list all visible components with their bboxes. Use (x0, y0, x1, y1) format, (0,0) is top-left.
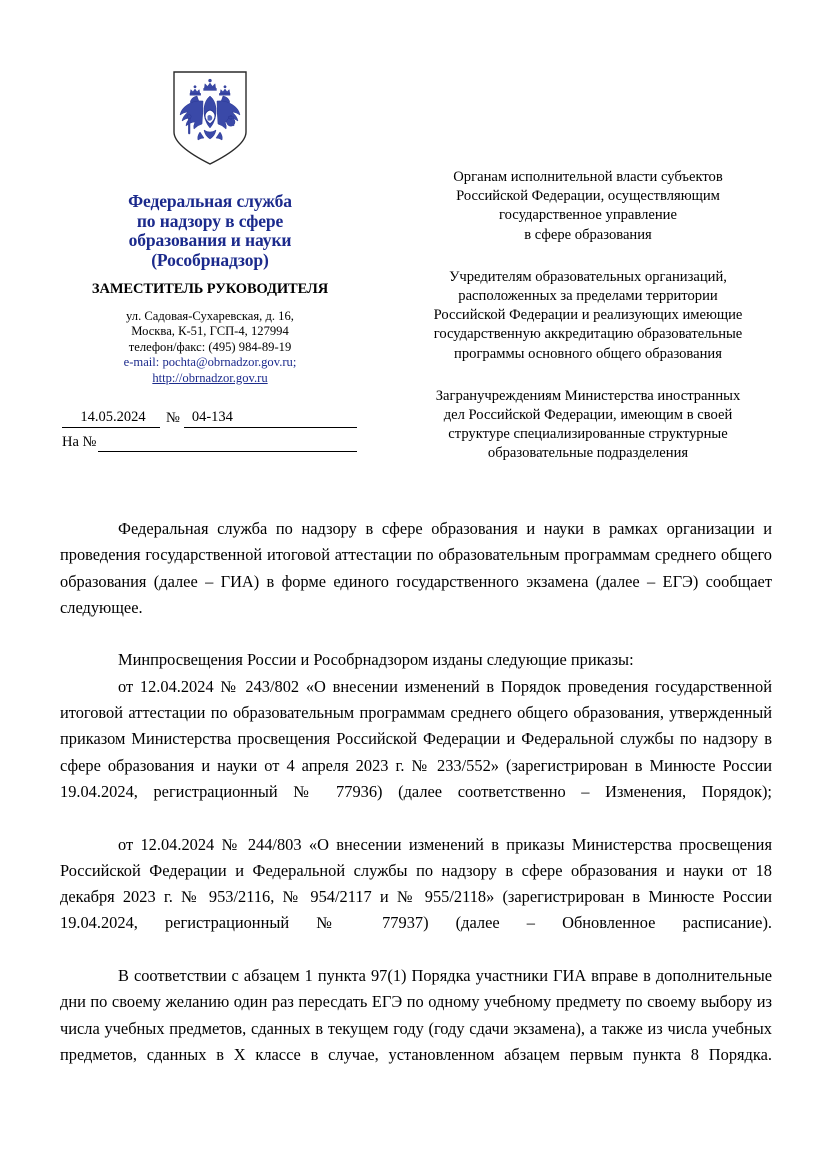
reference-line-outgoing (62, 408, 357, 428)
body-paragraph: Минпросвещения России и Рособрнадзором изданы следующие приказы: (118, 650, 634, 670)
addressee-line: Российской Федерации, осуществляющим (456, 188, 720, 205)
document-number: 04-134 (184, 408, 357, 428)
addressee-line: структуре специализированные структурные (448, 426, 728, 443)
address-line-2: Москва, К-51, ГСП-4, 127994 (131, 324, 289, 339)
addressee-block-foreign-schools-founders (392, 268, 784, 364)
addressee-line: расположенных за пределами территории (458, 288, 718, 305)
document-date: 14.05.2024 (62, 408, 160, 428)
addressee-line: Загранучреждениям Министерства иностранных (435, 387, 741, 404)
emblem-container (60, 70, 360, 170)
organization-title-line: образования и науки (128, 230, 292, 250)
body-paragraph: Федеральная служба по надзору в сфере образования и науки в рамках организации и проведения государственной итоговой аттестации по образовательным программам среднего общего образования (далее – ГИА) в форме единого государственного экзамена (далее – ЕГЭ) сообщает следующее. (60, 519, 772, 617)
addressee-line: дел Российской Федерации, имеющим в своей (443, 407, 733, 424)
organization-title-line: (Рособрнадзор) (151, 249, 269, 270)
addressee-line: образовательные подразделения (487, 445, 689, 462)
contacts-block (60, 309, 360, 386)
addressee-line: государственное управление (499, 207, 677, 224)
organization-title-line: по надзору в сфере (136, 210, 284, 231)
email-address: e-mail: pochta@obrnadzor.gov.ru; (123, 355, 297, 370)
letterhead-block (60, 70, 360, 386)
addressee-line: программы основного общего образования (454, 345, 722, 362)
phone-fax: телефон/факс: (495) 984-89-19 (128, 339, 292, 354)
address-line-1: ул. Садовая-Сухаревская, д. 16, (126, 309, 294, 323)
addressee-line: Органам исполнительной власти субъектов (453, 169, 723, 185)
document-body (60, 516, 772, 1095)
russian-coat-of-arms-icon (170, 70, 250, 166)
body-paragraph: от 12.04.2024 № 244/803 «О внесении изменений в приказы Министерства просвещения Российской Федерации и Федеральной службы по надзору в сфере образования и науки от 18 декабря 2023 г. № 953/2116, № 954/2117 и № 955/2118» (зарегистрирован в Минюсте России 19.04.2024, регистрационный № 77937) (далее – Обновленное расписание). (60, 834, 772, 933)
addressee-line: государственную аккредитацию образовательные (433, 326, 743, 343)
number-symbol: № (166, 410, 180, 426)
addressee-column (392, 168, 784, 464)
organization-title (60, 192, 360, 270)
reply-to-blank-rule (98, 436, 357, 452)
addressee-line: Учредителям образовательных организаций, (449, 268, 727, 285)
reference-line-reply (62, 433, 357, 452)
reply-to-label: На № (62, 434, 97, 450)
reference-block (62, 408, 357, 452)
organization-title-line: Федеральная служба (128, 191, 292, 211)
addressee-line: Российской Федерации и реализующих имеющие (433, 307, 743, 324)
body-paragraph: В соответствии с абзацем 1 пункта 97(1) Порядка участники ГИА вправе в дополнительные дни по своему желанию один раз пересдать ЕГЭ по одному учебному предмету по своему выбору из числа учебных предметов, сданных в текущем году (году сдачи экзамена), а также из числа учебных предметов, сданных в X классе в случае, установленном абзацем первым пункта 8 Порядка. (60, 966, 772, 1064)
post-title: ЗАМЕСТИТЕЛЬ РУКОВОДИТЕЛЯ (91, 281, 329, 297)
body-paragraph: от 12.04.2024 № 243/802 «О внесении изменений в Порядок проведения государственной итоговой аттестации по образовательным программам среднего общего образования, утвержденный приказом Министерства просвещения Российской Федерации и Федеральной службы по надзору в сфере образования и науки от 4 апреля 2023 г. № 233/552» (зарегистрирован в Минюсте России 19.04.2024, регистрационный № 77936) (далее соответственно – Изменения, Порядок); (60, 676, 772, 801)
website-url[interactable]: http://obrnadzor.gov.ru (152, 370, 268, 385)
addressee-line: в сфере образования (524, 226, 652, 243)
addressee-block-regional-authorities (392, 168, 784, 245)
addressee-block-mfa-institutions (392, 387, 784, 464)
letterhead-header (0, 0, 827, 500)
